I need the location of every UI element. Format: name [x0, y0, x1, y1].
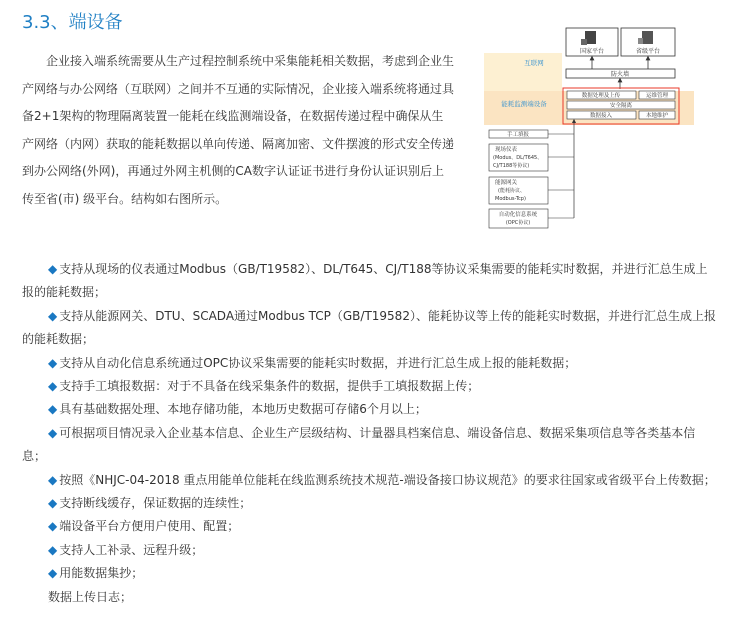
energy-gateway-protocol-2: Modbus-Tcp)	[495, 196, 526, 202]
section-heading: 3.3、端设备	[22, 12, 123, 33]
secure-isolation-label: 安全隔离	[609, 103, 633, 109]
list-item: ◆ 支持手工填报数据：对于不具备在线采集条件的数据，提供手工填报数据上传；	[48, 379, 480, 394]
architecture-diagram	[484, 25, 694, 237]
diamond-bullet-icon: ◆	[48, 496, 58, 511]
diamond-bullet-icon: ◆	[48, 355, 58, 370]
firewall-label: 防火墙	[610, 71, 630, 78]
diamond-bullet-icon: ◆	[48, 566, 58, 581]
data-upload-label: 数据处理及上传	[581, 93, 621, 99]
diamond-bullet-icon: ◆	[48, 262, 58, 276]
feature-list	[22, 258, 718, 609]
data-access-label: 数据接入	[589, 113, 613, 119]
list-item: ◆ 用能数据集抄；	[48, 566, 144, 581]
list-item: ◆ 具有基础数据处理、本地存储功能，本地历史数据可存储6个月以上；	[48, 402, 427, 417]
national-platform-label: 国家平台	[579, 48, 605, 55]
list-item: ◆ 支持从自动化信息系统通过OPC协议采集需要的能耗实时数据，并进行汇总生成上报的能耗数据；	[48, 355, 577, 370]
automation-system-protocol: (OPC协议)	[505, 220, 531, 226]
diamond-bullet-icon: ◆	[48, 379, 58, 394]
list-item: ◆ 端设备平台方便用户使用、配置；	[48, 519, 240, 534]
diamond-bullet-icon: ◆	[48, 402, 58, 417]
server-icon	[642, 31, 653, 44]
list-item: ◆ 支持从能源网关、DTU、SCADA通过Modbus TCP（GB/T19582）、能耗协议等上传的能耗实时数据，并进行汇总生成上报的能耗数据；	[22, 308, 716, 347]
list-item: ◆ 支持从现场的仪表通过Modbus（GB/T19582）、DL/T645、CJ/T188等协议采集需要的能耗实时数据，并进行汇总生成上报的能耗数据；	[22, 262, 708, 300]
energy-gateway-label: 能源网关	[495, 180, 518, 186]
diamond-bullet-icon: ◆	[48, 472, 58, 487]
diamond-bullet-icon: ◆	[48, 519, 58, 534]
intro-text	[22, 48, 454, 213]
local-maintenance-label: 本地维护	[645, 113, 669, 119]
list-item: ◆ 按照《NHJC-04-2018 重点用能单位能耗在线监测系统技术规范-端设备接口协议规范》的要求往国家或省级平台上传数据；	[48, 472, 716, 487]
list-item: ◆ 支持断线缓存，保证数据的连续性；	[48, 496, 252, 511]
automation-system-label: 自动化信息系统	[498, 212, 538, 218]
field-meter-protocols: (Modus、DL/T645、	[493, 155, 543, 161]
trailing-line: 数据上传日志；	[48, 589, 133, 604]
device-label: 能耗监测端设备	[501, 100, 547, 108]
field-meter-protocols-2: CJ/T188等协议)	[493, 163, 530, 169]
list-item: ◆ 支持人工补录、远程升级；	[48, 542, 204, 557]
list-item: ◆ 可根据项目情况录入企业基本信息、企业生产层级结构、计量器具档案信息、端设备信息、数据采集项信息等各类基本信息；	[22, 425, 696, 464]
field-meter-label: 现场仪表	[495, 147, 518, 153]
diamond-bullet-icon: ◆	[48, 542, 58, 557]
manual-fill-label: 手工填报	[506, 132, 530, 138]
internet-label: 互联网	[524, 59, 544, 67]
diamond-bullet-icon: ◆	[48, 425, 58, 440]
intro-paragraph: 企业接入端系统需要从生产过程控制系统中采集能耗相关数据，考虑到企业生产网络与办公网络（互联网）之间并不互通的实际情况，企业接入端系统将通过具备2+1架构的物理隔离装置一能耗在线监测端设备，在数据传递过程中确保从生产网络（内网）获取的能耗数据以单向传递、隔离加密、文件摆渡的形式安全传递到办公网络(外网)，再通过外网主机侧的CA数字认证证书进行身份认证识别后上传至省(市) 级平台。结构如右图所示。	[22, 54, 455, 206]
ops-mgmt-label: 运维管理	[645, 93, 669, 99]
provincial-platform-label: 省级平台	[635, 48, 661, 55]
energy-gateway-protocol: (能耗协议、	[498, 188, 525, 194]
diamond-bullet-icon: ◆	[48, 308, 58, 323]
